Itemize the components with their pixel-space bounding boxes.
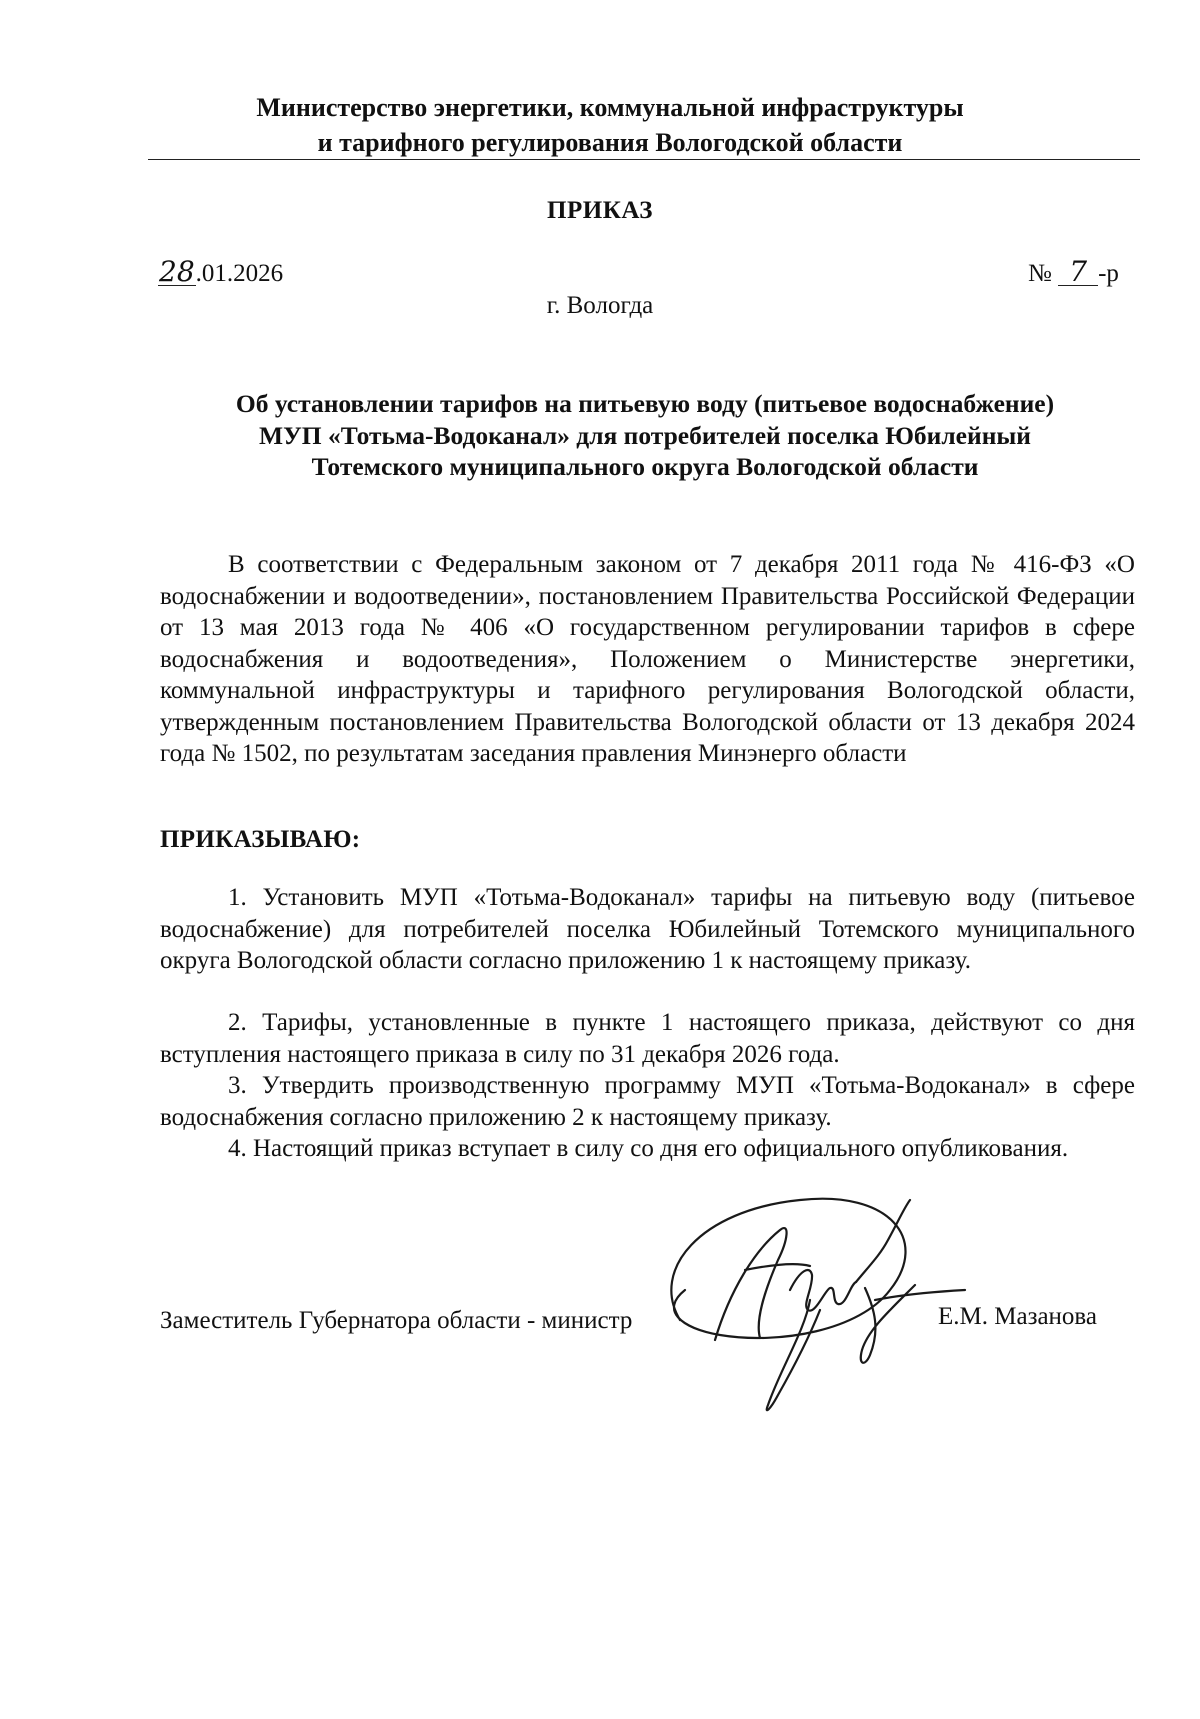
- order-item-3: 3. Утвердить производственную программу МУП «Тотьма-Водоканал» в сфере водоснабжения согласно приложению 2 к настоящему приказу.: [160, 1072, 1135, 1131]
- document-title: [150, 388, 1140, 483]
- signature-icon: [660, 1170, 990, 1420]
- title-line2: МУП «Тотьма-Водоканал» для потребителей поселка Юбилейный: [259, 420, 1031, 450]
- document-date: [158, 255, 284, 290]
- organization-name-line2: и тарифного регулирования Вологодской области: [317, 128, 903, 157]
- number-suffix: -р: [1098, 260, 1119, 287]
- order-item-1: 1. Установить МУП «Тотьма-Водоканал» тарифы на питьевую воду (питьевое водоснабжение) для потребителей поселка Юбилейный Тотемского муниципального округа Вологодской области согласно приложению 1 к настоящему приказу.: [160, 884, 1135, 974]
- date-month-year: .01.2026: [195, 260, 284, 287]
- number-sign: №: [1028, 260, 1052, 287]
- title-line3: Тотемского муниципального округа Вологодской области: [311, 452, 979, 481]
- header-divider: [148, 159, 1140, 160]
- document-number: [1028, 255, 1119, 290]
- signatory-name: Е.М. Мазанова: [938, 1303, 1097, 1330]
- intro-paragraph: В соответствии с Федеральным законом от 7 декабря 2011 года № 416-ФЗ «О водоснабжении и водоотведении», постановлением Правительства Российской Федерации от 13 мая 2013 года № 406 «О государственном регулировании тарифов в сфере водоснабжения и водоотведения», Положением о Министерстве энергетики, коммунальной инфраструктуры и тарифного регулирования Вологодской области, утвержденным постановлением Правительства Вологодской области от 13 декабря 2024 года № 1502, по результатам заседания правления Минэнерго области: [160, 551, 1135, 767]
- organization-name-line1: Министерство энергетики, коммунальной инфраструктуры: [256, 93, 964, 122]
- title-line1: Об установлении тарифов на питьевую воду (питьевое водоснабжение): [235, 389, 1055, 418]
- document-type: ПРИКАЗ: [547, 197, 653, 224]
- date-day-handwritten: 28: [159, 255, 195, 288]
- order-word: ПРИКАЗЫВАЮ:: [160, 826, 361, 853]
- document-city: г. Вологда: [546, 292, 654, 319]
- signatory-position: Заместитель Губернатора области - министр: [160, 1307, 633, 1334]
- order-item-4: 4. Настоящий приказ вступает в силу со дня его официального опубликования.: [228, 1135, 1069, 1162]
- number-handwritten: 7: [1058, 259, 1098, 286]
- order-item-2: 2. Тарифы, установленные в пункте 1 настоящего приказа, действуют со дня вступления настоящего приказа в силу по 31 декабря 2026 года.: [160, 1009, 1135, 1068]
